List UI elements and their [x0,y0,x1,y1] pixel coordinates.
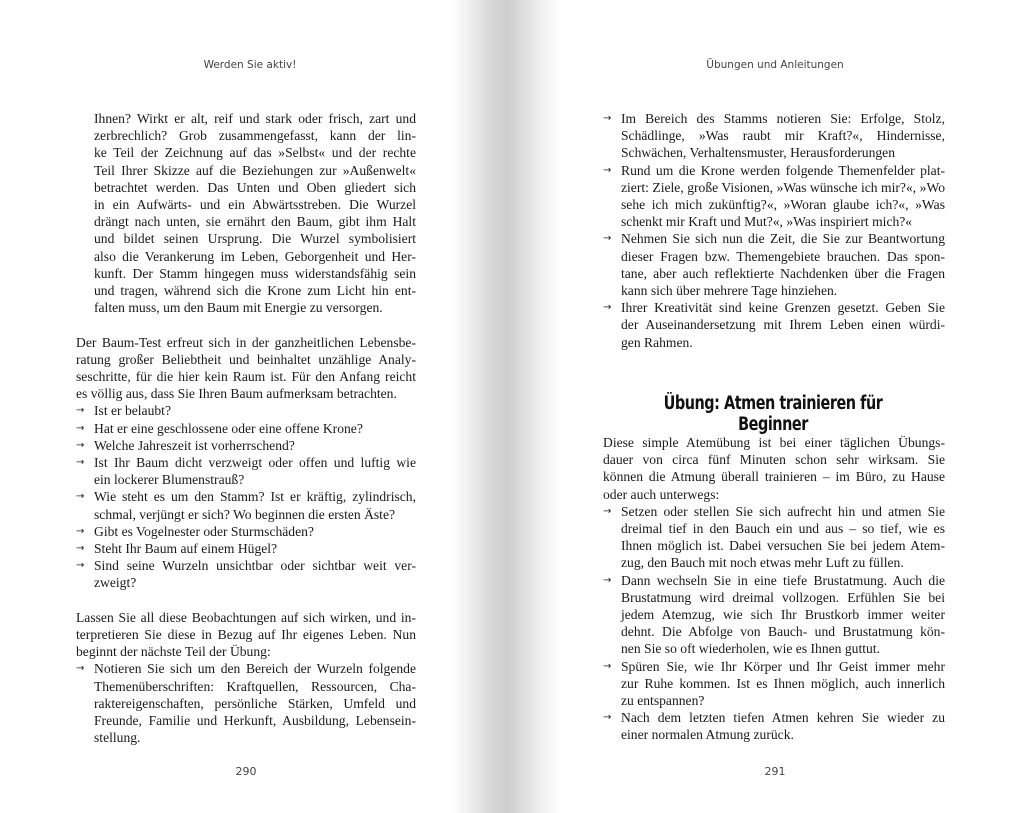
text-line: Schwächen, Verhaltensmuster, Herausforderungen [621,145,896,161]
arrow-bullet-icon: → [76,663,85,675]
list-item [603,299,945,351]
text-line: Themenüberschriften: Kraftquellen, Ressourcen, Cha- [94,678,416,694]
text-line: Diese simple Atemübung ist bei einer täglichen Übungs- [603,435,945,450]
text-line: kunft. Der Stamm hingegen muss widerstandsfähig sein [94,265,416,281]
text-line: Nehmen Sie sich nun die Zeit, die Sie zur Beantwortung [621,231,945,247]
text-line: in ein Aufwärts- und ein Abwärtsstreben. Die Wurzel [94,197,416,213]
text-line: Ihnen? Wirkt er alt, reif und stark oder frisch, zart und [94,111,416,126]
text-line: Spüren Sie, wie Ihr Körper und Ihr Geist immer mehr [621,658,945,674]
list-item [76,540,416,557]
arrow-bullet-icon: → [603,302,612,314]
left-page-text [76,110,416,746]
arrow-bullet-icon: → [603,660,612,672]
text-line: Lassen Sie all diese Beobachtungen auf sich wirken, und in- [76,609,416,625]
list-item [76,660,416,746]
text-line: Teil Ihrer Skizze auf die Beziehungen zur »Außenwelt« [94,162,416,178]
text-line: Hat er eine geschlossene oder eine offene Krone? [94,420,363,436]
text-line: können die Atmung überall trainieren – im Büro, zu Hause [603,469,945,485]
list-item [76,402,416,419]
breathing-steps-list [603,503,945,744]
text-line: Gibt es Vogelnester oder Sturmschäden? [94,523,314,539]
text-line: schmal, verjüngt er sich? Wo beginnen die ersten Äste? [94,506,396,522]
text-line: zur Ruhe kommen. Ist es Ihnen möglich, auch innerlich [621,675,945,691]
text-line: Freunde, Familie und Herkunft, Ausbildung, Lebensein- [94,713,416,729]
text-line: Setzen oder stellen Sie sich aufrecht hin und atmen Sie [621,503,945,519]
text-line: seschritte, für die hier kein Raum ist. Für den Anfang reicht [76,369,416,385]
text-line: Ihnen möglich ist. Dabei versuchen Sie bei jedem Atem- [621,538,945,554]
running-head-right: Übungen und Anleitungen [706,59,844,71]
text-line: betrachtet werden. Das Unten und Oben gliedert sich [94,179,416,195]
arrow-bullet-icon: → [76,525,85,537]
text-line: ke Teil der Zeichnung auf das »Selbst« und der rechte [94,145,416,161]
arrow-bullet-icon: → [76,405,85,417]
list-item [603,162,945,231]
text-line: Notieren Sie sich um den Bereich der Wurzeln folgende [94,661,416,677]
arrow-bullet-icon: → [603,233,612,245]
section-heading: Übung: Atmen trainieren für Beginner [663,393,883,435]
arrow-bullet-icon: → [76,560,85,572]
text-line: einer normalen Atmung zurück. [621,727,794,743]
text-line: Brustatmung wird dreimal vollzogen. Erfühlen Sie bei [621,589,945,605]
text-line: Im Bereich des Stamms notieren Sie: Erfolge, Stolz, [621,111,945,126]
text-line: kann sich über mehrere Tage hinziehen. [621,283,838,299]
list-item [76,454,416,488]
arrow-bullet-icon: → [603,164,612,176]
arrow-bullet-icon: → [603,505,612,517]
arrow-bullet-icon: → [603,712,612,724]
text-line: und bildet seinen Ursprung. Die Wurzel symbolisiert [94,231,416,247]
text-line: schenkt mir Kraft und Mut?«, »Was inspiriert mich?« [621,214,913,230]
text-line: terpretieren Sie diese in Bezug auf Ihr eigenes Leben. Nun [76,627,416,643]
list-item [603,658,945,710]
text-line: gen Rahmen. [621,334,693,350]
themes-list [603,110,945,351]
text-line: Ist er belaubt? [94,403,171,419]
text-line: Wie steht es um den Stamm? Ist er kräftig, zylindrisch, [94,489,416,505]
paragraph-breathing-intro [603,434,945,503]
text-line: ein lockerer Blumenstrauß? [94,472,245,488]
text-line: es völlig aus, dass Sie Ihren Baum aufmerksam betrachten. [76,386,397,402]
text-line: dreimal tief in den Bauch ein und aus – so tief, wie es [621,521,945,537]
text-line: ratung großer Beliebtheit und beinhaltet unzählige Analy- [76,351,416,367]
text-line: Dann wechseln Sie in eine tiefe Brustatmung. Auch die [621,572,945,588]
text-line: dehnt. Die Abfolge von Bauch- und Brustatmung kön- [621,624,945,640]
text-line: Nach dem letzten tiefen Atmen kehren Sie wieder zu [621,710,945,726]
list-item [603,230,945,299]
arrow-bullet-icon: → [76,439,85,451]
paragraph-next-step [76,609,416,661]
text-line: jedem Atemzug, wie sich Ihr Brustkorb immer weiter [621,607,945,623]
text-line: oder auch unterwegs: [603,486,720,502]
list-item [603,709,945,743]
arrow-bullet-icon: → [76,457,85,469]
text-line: stellung. [94,730,141,746]
list-item [76,523,416,540]
text-line: also die Verankerung im Leben, Geborgenheit und Her- [94,248,416,264]
list-item [76,557,416,591]
text-line: falten muss, um den Baum mit Energie zu versorgen. [94,300,383,316]
text-line: tane, aber auch reflektierte Nachdenken über die Fragen [621,265,945,281]
text-line: Rund um die Krone werden folgende Themenfelder plat- [621,162,945,178]
text-line: zu entspannen? [621,693,705,709]
text-line: Der Baum-Test erfreut sich in der ganzheitlichen Lebensbe- [76,334,416,350]
list-item [603,110,945,162]
text-line: und tragen, während sich die Krone zum Licht hin ent- [94,283,416,299]
list-item [603,503,945,572]
running-head-left: Werden Sie aktiv! [203,59,297,71]
arrow-bullet-icon: → [603,574,612,586]
list-item [76,437,416,454]
text-line: Steht Ihr Baum auf einem Hügel? [94,541,278,557]
right-page-text-top [603,110,945,351]
list-item [76,488,416,522]
text-line: Welche Jahreszeit ist vorherrschend? [94,437,295,453]
paragraph-baum-test [76,334,416,403]
text-line: zug, den Bauch mit noch etwas mehr Luft zu füllen. [621,555,904,571]
book-gutter-shadow [452,0,562,813]
text-line: dieser Fragen bzw. Themengebiete brauchen. Das spon- [621,248,945,264]
arrow-bullet-icon: → [76,422,85,434]
arrow-bullet-icon: → [76,491,85,503]
text-line: nen Sie so oft wiederholen, wie es Ihnen guttut. [621,641,880,657]
text-line: dauer von circa fünf Minuten schon sehr wirksam. Sie [603,452,945,468]
text-line: beginnt der nächste Teil der Übung: [76,644,271,660]
text-line: der Auseinandersetzung mit Ihrem Leben einen würdi- [621,317,945,333]
list-item [76,420,416,437]
arrow-bullet-icon: → [603,113,612,124]
page-number-right: 291 [764,765,786,778]
text-line: Schädlinge, »Was raubt mir Kraft?«, Hindernisse, [621,128,945,144]
text-line: drängt nach unten, sie ernährt den Baum, gibt ihm Halt [94,214,416,230]
text-line: Sind seine Wurzeln unsichtbar oder sichtbar weit ver- [94,558,416,574]
paragraph-tree-interpretation [76,110,416,316]
list-item [603,572,945,658]
text-line: sehe ich mich zukünftig?«, »Woran glaube ich?«, »Was [621,197,945,213]
exercise-steps-list [76,660,416,746]
right-page-text-bottom [603,434,945,744]
text-line: Ihrer Kreativität sind keine Grenzen gesetzt. Geben Sie [621,300,945,316]
text-line: ziert: Ziele, große Visionen, »Was wünsche ich mir?«, »Wo [621,179,945,195]
text-line: zweigt? [94,575,137,591]
text-line: zerbrechlich? Grob zusammengefasst, kann der lin- [94,128,416,144]
text-line: Ist Ihr Baum dicht verzweigt oder offen und luftig wie [94,455,416,471]
text-line: raktereigenschaften, persönliche Stärken, Umfeld und [94,695,416,711]
question-list [76,402,416,591]
page-number-left: 290 [235,765,257,778]
arrow-bullet-icon: → [76,543,85,555]
